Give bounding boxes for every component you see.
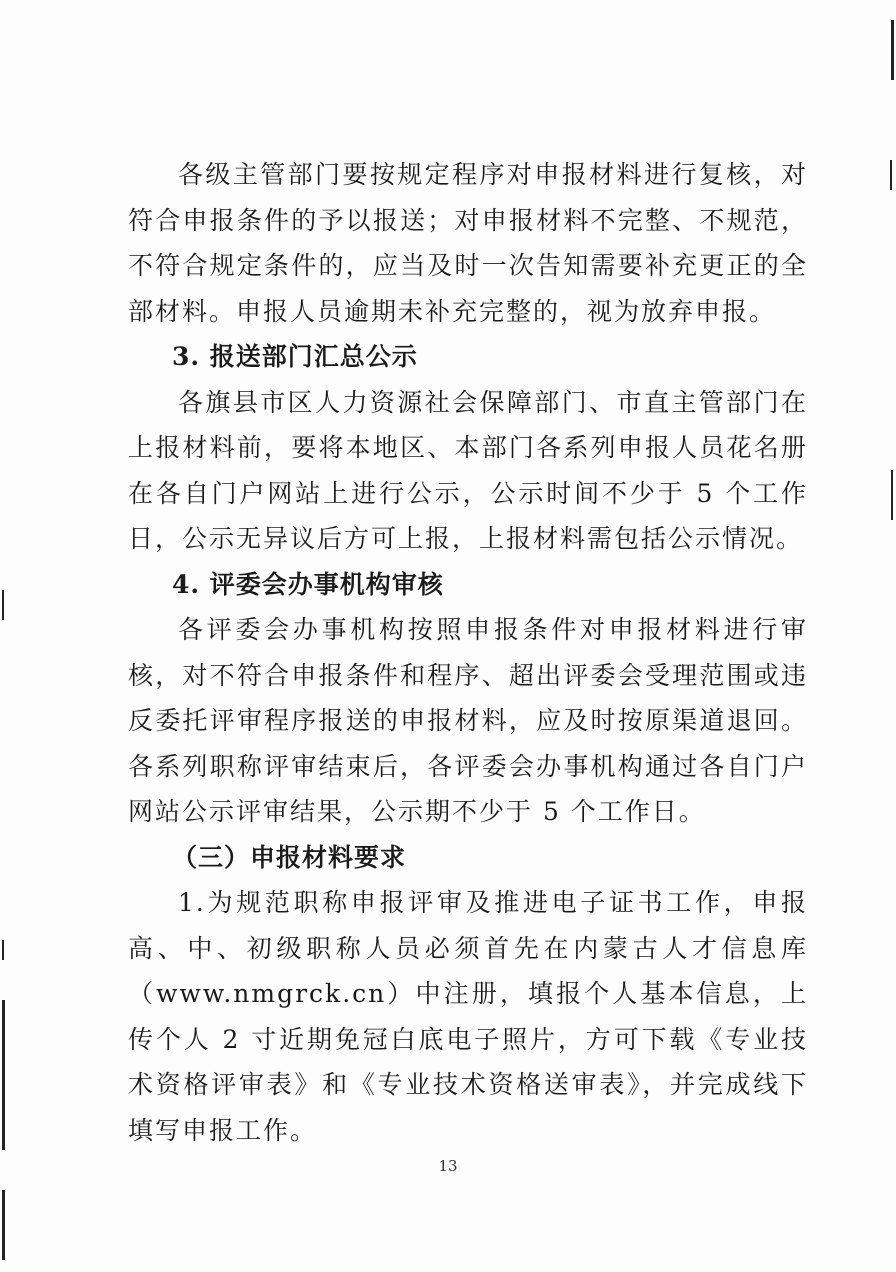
scan-edge-mark (2, 1190, 5, 1260)
scan-edge-mark (891, 20, 894, 80)
heading-publicity: 3. 报送部门汇总公示 (172, 342, 418, 371)
document-body (128, 152, 808, 1153)
paragraph-committee-review: 各评委会办事机构按照申报条件对申报材料进行审核，对不符合申报条件和程序、超出评委会受理范围或违反委托评审程序报送的申报材料，应及时按原渠道退回。各系列职称评审结束后，各评委会办事机构通过各自门户网站公示评审结果，公示期不少于 5 个工作日。 (128, 615, 808, 826)
paragraph-publicity: 各旗县市区人力资源社会保障部门、市直主管部门在上报材料前，要将本地区、本部门各系列申报人员花名册在各自门户网站上进行公示，公示时间不少于 5 个工作日，公示无异议后方可上报，上报材料需包括公示情况。 (128, 387, 808, 553)
page-number: 13 (438, 1157, 458, 1175)
heading-material-requirements: （三）申报材料要求 (172, 842, 407, 872)
paragraph-material-requirements: 1.为规范职称申报评审及推进电子证书工作，申报高、中、初级职称人员必须首先在内蒙古人才信息库（www.nmgrck.cn）中注册，填报个人基本信息，上传个人 2 寸近期免冠白底电子照片，方可下载《专业技术资格评审表》和《专业技术资格送审表》，并完成线下填写申报工作。 (128, 888, 808, 1145)
scan-edge-mark (890, 160, 892, 190)
paragraph-review: 各级主管部门要按规定程序对申报材料进行复核，对符合申报条件的予以报送；对申报材料不完整、不规范，不符合规定条件的，应当及时一次告知需要补充更正的全部材料。申报人员逾期未补充完整的，视为放弃申报。 (128, 160, 808, 326)
scan-edge-mark (891, 470, 893, 520)
scan-edge-mark (2, 1000, 5, 1150)
heading-committee-review: 4. 评委会办事机构审核 (172, 569, 444, 599)
scan-edge-mark (2, 590, 4, 620)
scan-edge-mark (2, 940, 4, 960)
